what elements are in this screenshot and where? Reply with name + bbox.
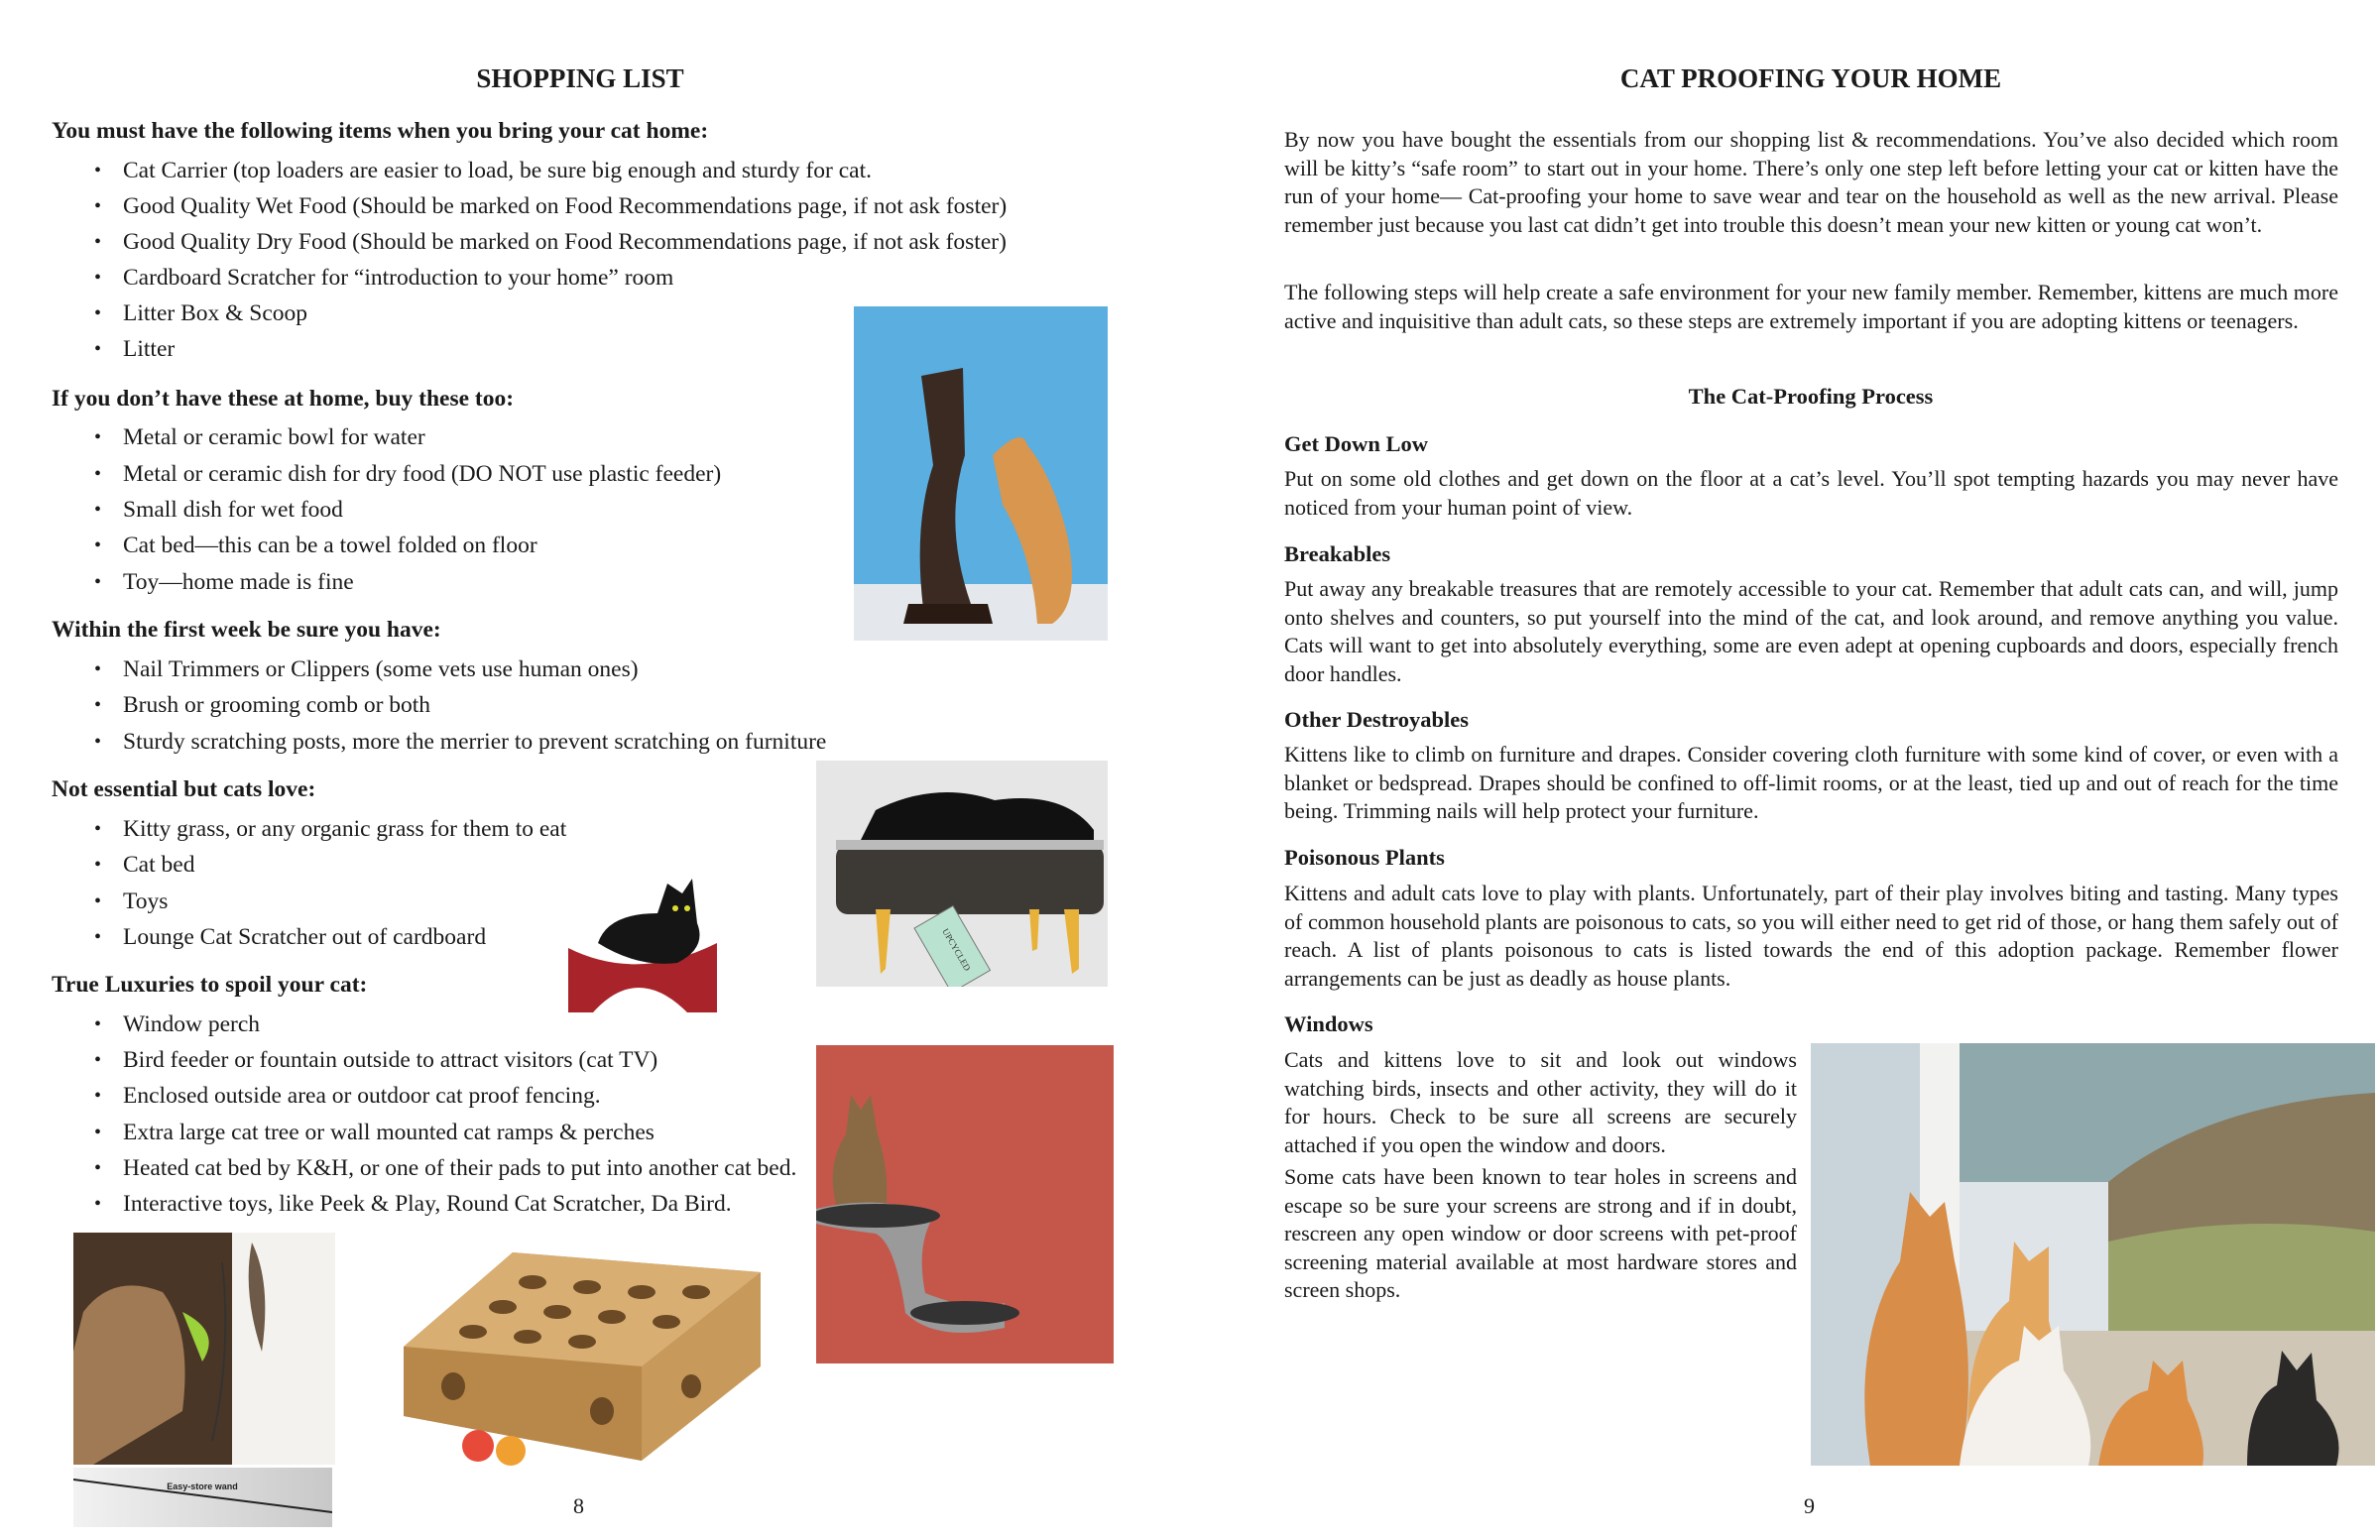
list-item: • Bird feeder or fountain outside to attract visitors (cat TV) [123,1047,657,1074]
section-heading: Within the first week be sure you have: [52,617,441,643]
cats-at-window-photo [1811,1043,2375,1466]
page-number: 9 [1804,1493,1815,1518]
list-item: • Toy—home made is fine [123,569,354,596]
list-item: • Extra large cat tree or wall mounted cat ramps & perches [123,1120,654,1146]
list-item: • Litter Box & Scoop [123,300,307,327]
section-heading: Windows [1284,1011,1373,1036]
section-text: Some cats have been known to tear holes in screens and escape so be sure your screens are strong and if in doubt, rescreen any open window or door screens with pet-proof screening material available at most hardware stores and screen shops. [1284,1164,1797,1302]
section-text: Kittens and adult cats love to play with plants. Unfortunately, part of their play involves biting and tasting. Many types of common household plants are poisonous to cats, so you will either need to get rid of those, or hang them safely out of reach. A list of plants poisonous to cats is listed towards the end of this adoption package. Remember flower arrangements can be just as deadly as house plants. [1284,881,2338,991]
list-item: • Brush or grooming comb or both [123,692,430,719]
list-item: • Heated cat bed by K&H, or one of their pads to put into another cat bed. [123,1155,796,1182]
list-item: • Cat Carrier (top loaders are easier to load, be sure big enough and sturdy for cat. [123,158,872,184]
easy-store-wand-photo [73,1468,332,1527]
section-heading: True Luxuries to spoil your cat: [52,972,368,998]
section-heading: You must have the following items when you bring your cat home: [52,118,709,144]
list-item: • Window perch [123,1011,260,1038]
list-item: • Interactive toys, like Peek & Play, Round Cat Scratcher, Da Bird. [123,1191,732,1218]
suitcase-cat-bed-photo [816,761,1108,987]
section-heading: Poisonous Plants [1284,845,1445,870]
list-item: • Enclosed outside area or outdoor cat proof fencing. [123,1083,601,1110]
list-item: • Small dish for wet food [123,497,343,524]
list-item: • Good Quality Wet Food (Should be marked on Food Recommendations page, if not ask foster) [123,193,1007,220]
list-item: • Nail Trimmers or Clippers (some vets use human ones) [123,656,639,683]
peek-and-play-toy-box-photo [394,1247,763,1477]
section-heading: If you don’t have these at home, buy these too: [52,386,515,412]
list-item: • Lounge Cat Scratcher out of cardboard [123,924,486,951]
list-item: • Metal or ceramic bowl for water [123,424,425,451]
section-text: Put away any breakable treasures that are remotely accessible to your cat. Remember that adult cats can, and will, jump onto shelves and counters, so put yourself into the mind of the cat, and look around, and remove anything you value. Cats will want to get into absolutely everything, some are even adept at opening cupboards and doors, especially french door handles. [1284,576,2338,686]
tag-text: UPCYCLED [940,926,973,973]
section-heading: Get Down Low [1284,431,1428,456]
cat-with-feather-wand-photo [73,1233,335,1465]
page-number: 8 [573,1493,584,1518]
list-item: • Cat bed [123,852,194,879]
list-item: • Good Quality Dry Food (Should be marked on Food Recommendations page, if not ask foster) [123,229,1007,256]
list-item: • Metal or ceramic dish for dry food (DO NOT use plastic feeder) [123,461,721,488]
intro-paragraph: The following steps will help create a safe environment for your new family member. Remember, kittens are much more active and inquisitive than adult cats, so these steps are extremely important if you are adopting kittens or teenagers. [1284,280,2338,333]
list-item: • Cat bed—this can be a towel folded on floor [123,533,537,559]
list-item: • Sturdy scratching posts, more the merrier to prevent scratching on furniture [123,729,826,756]
scratching-post-photo [854,306,1108,641]
page-title-cat-proofing: CAT PROOFING YOUR HOME [1619,63,2002,93]
section-text: Put on some old clothes and get down on the floor at a cat’s level. You’ll spot tempting hazards you may never have noticed from your human point of view. [1284,466,2338,520]
list-item: • Kitty grass, or any organic grass for them to eat [123,816,566,843]
wand-label: Easy-store wand [167,1481,238,1491]
list-item: • Cardboard Scratcher for “introduction to your home” room [123,265,673,292]
intro-paragraph: By now you have bought the essentials from our shopping list & recommendations. You’ve also decided which room will be kitty’s “safe room” to start out in your home. There’s only one step left before letting your cat or kitten have the run of your home— Cat-proofing your home to save wear and tear on the household as well as the new arrival. Please remember just because you last cat didn’t get into trouble this doesn’t mean your new kitten or young cat won’t. [1284,127,2338,237]
list-item: • Toys [123,888,168,915]
page-title-shopping-list: SHOPPING LIST [476,63,684,93]
section-heading: Other Destroyables [1284,707,1470,732]
list-item: • Litter [123,336,175,363]
section-text: Cats and kittens love to sit and look out windows watching birds, insects and other activity, they will do it for hours. Check to be sure all screens are securely attached if you open the window and doors. [1284,1047,1797,1157]
wall-cat-perch-photo [816,1045,1114,1363]
section-heading: Breakables [1284,541,1391,566]
lounge-cat-scratcher-photo [558,874,721,1017]
section-text: Kittens like to climb on furniture and drapes. Consider covering cloth furniture with some kind of cover, or even with a blanket or bedspread. Drapes should be confined to off-limit rooms, or at the least, tied up and out of reach for the time being. Trimming nails will help protect your furniture. [1284,742,2338,823]
section-heading: Not essential but cats love: [52,776,316,802]
process-subtitle: The Cat-Proofing Process [1688,384,1934,409]
